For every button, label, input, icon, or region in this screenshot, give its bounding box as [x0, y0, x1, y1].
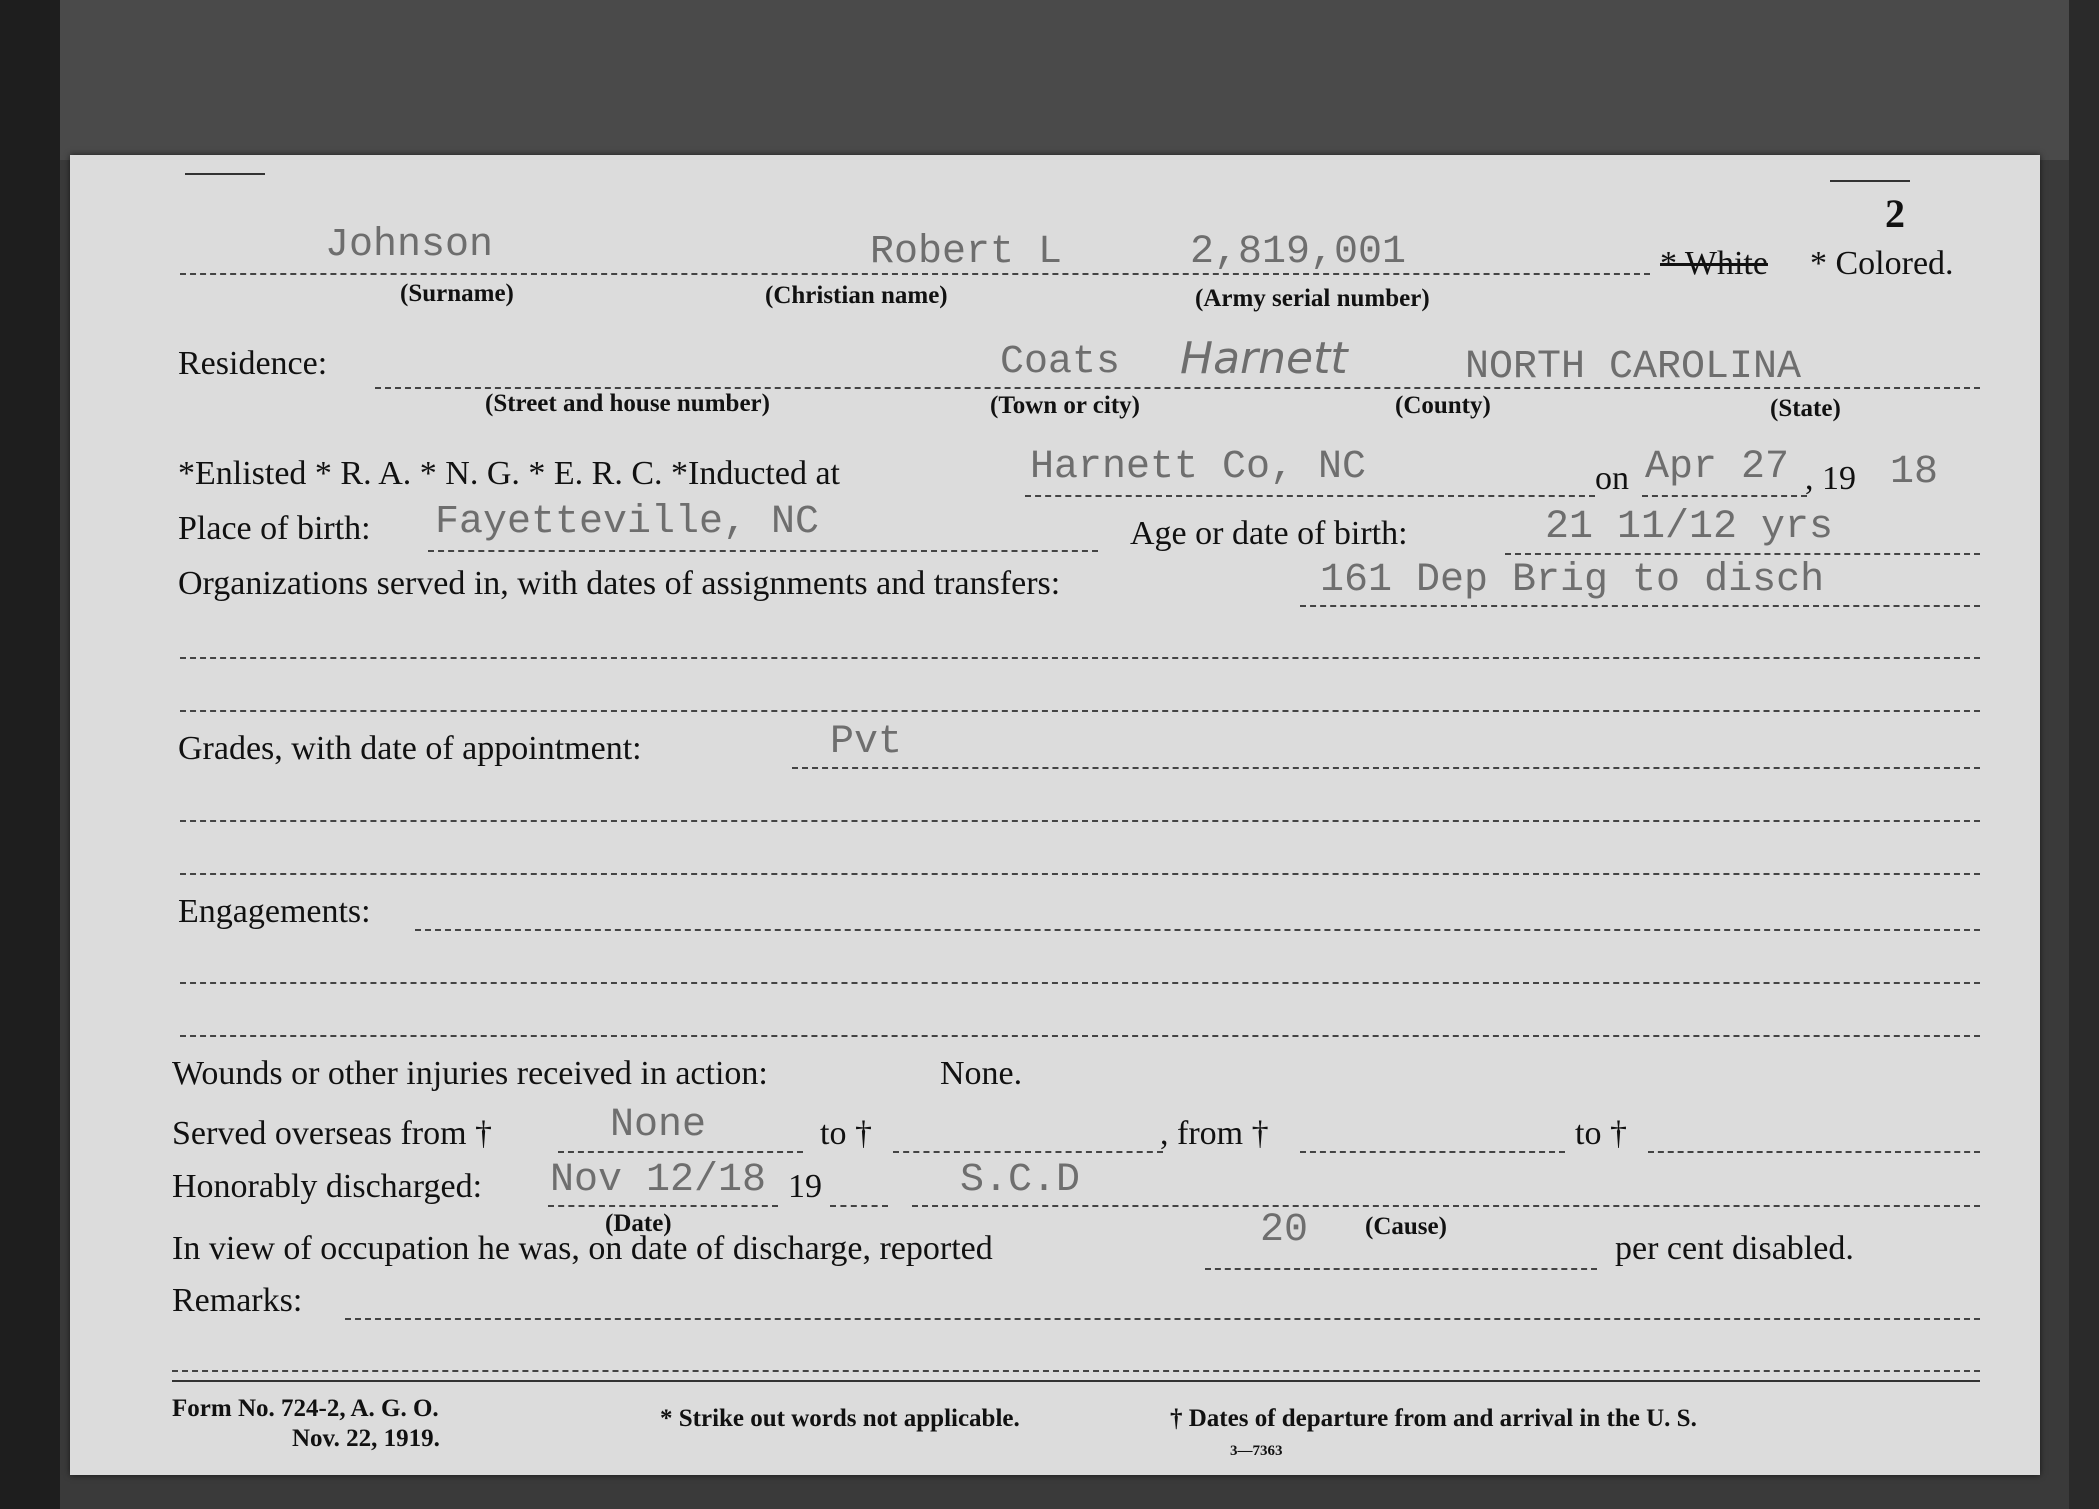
overseas-from-line-2 — [1300, 1151, 1565, 1153]
top-left-rule — [185, 173, 265, 175]
discharge-year-line — [830, 1205, 888, 1207]
dates-note: † Dates of departure from and arrival in the U. S. — [1170, 1405, 1697, 1432]
discharge-date-line — [548, 1205, 778, 1207]
county-caption: (County) — [1395, 392, 1491, 419]
remarks-label: Remarks: — [172, 1282, 303, 1319]
disability-label: In view of occupation he was, on date of discharge, reported — [172, 1230, 993, 1267]
disability-value: 20 — [1260, 1208, 1309, 1253]
engagements-line-2 — [180, 982, 1980, 984]
army-serial-value: 2,819,001 — [1190, 230, 1407, 275]
state-caption: (State) — [1770, 395, 1841, 422]
discharge-label: Honorably discharged: — [172, 1168, 483, 1205]
overseas-to-label-1: to † — [820, 1115, 872, 1152]
discharge-cause-line — [912, 1205, 1980, 1207]
enlisted-label: *Enlisted * R. A. * N. G. * E. R. C. *Inducted at — [178, 455, 841, 492]
age-line — [1505, 553, 1980, 555]
served-overseas-label: Served overseas from † — [172, 1115, 493, 1152]
discharge-date-value: Nov 12/18 — [550, 1158, 767, 1203]
discharge-cause-value: S.C.D — [960, 1158, 1081, 1203]
overseas-from-value: None — [610, 1103, 707, 1148]
enlistment-date-value: Apr 27 — [1645, 445, 1790, 490]
place-of-birth-value: Fayetteville, NC — [435, 500, 820, 545]
engagements-line-1 — [415, 929, 1980, 931]
remarks-line-2 — [172, 1370, 1980, 1372]
discharge-cause-caption: (Cause) — [1365, 1213, 1447, 1240]
disability-line — [1205, 1268, 1597, 1270]
inducted-at-line — [1025, 495, 1595, 497]
organizations-value: 161 Dep Brig to disch — [1320, 558, 1825, 603]
grades-value: Pvt — [830, 720, 903, 765]
age-label: Age or date of birth: — [1130, 515, 1408, 552]
christian-name-value: Robert L — [870, 230, 1063, 275]
organizations-line-1 — [1300, 605, 1980, 607]
overseas-from-label-2: , from † — [1160, 1115, 1269, 1152]
town-value: Coats — [1000, 340, 1121, 385]
enlistment-year-value: 18 — [1890, 450, 1939, 495]
printer-code: 3—7363 — [1230, 1443, 1283, 1459]
overseas-to-label-2: to † — [1575, 1115, 1627, 1152]
organizations-line-3 — [180, 710, 1980, 712]
overseas-to-line-2 — [1648, 1151, 1980, 1153]
state-value: NORTH CAROLINA — [1465, 345, 1802, 390]
scan-background-top — [0, 0, 2099, 160]
surname-caption: (Surname) — [400, 280, 514, 307]
enlistment-year-prefix: , 19 — [1805, 460, 1856, 497]
wounds-label: Wounds or other injuries received in action: — [172, 1055, 768, 1092]
residence-label: Residence: — [178, 345, 328, 382]
serial-caption: (Army serial number) — [1195, 285, 1430, 312]
top-right-rule — [1830, 180, 1910, 182]
organizations-line-2 — [180, 657, 1980, 659]
age-value: 21 11/12 yrs — [1545, 505, 1834, 550]
card-number: 2 — [1885, 191, 1905, 236]
enlistment-date-line — [1642, 495, 1807, 497]
street-caption: (Street and house number) — [485, 390, 770, 417]
grades-line-1 — [792, 767, 1980, 769]
organizations-label: Organizations served in, with dates of assignments and transfers: — [178, 565, 1061, 602]
scan-background-left — [0, 0, 60, 1509]
grades-label: Grades, with date of appointment: — [178, 730, 642, 767]
footer-rule — [172, 1380, 1980, 1382]
engagements-label: Engagements: — [178, 893, 371, 930]
strike-note: * Strike out words not applicable. — [660, 1405, 1020, 1432]
place-of-birth-label: Place of birth: — [178, 510, 371, 547]
on-label: on — [1595, 460, 1629, 497]
form-date: Nov. 22, 1919. — [292, 1425, 440, 1452]
grades-line-3 — [180, 873, 1980, 875]
town-caption: (Town or city) — [990, 392, 1140, 419]
county-value: Harnett — [1180, 333, 1348, 384]
grades-line-2 — [180, 820, 1980, 822]
remarks-line-1 — [345, 1318, 1980, 1320]
race-colored-option: * Colored. — [1810, 245, 1954, 282]
surname-value: Johnson — [325, 223, 494, 268]
inducted-at-value: Harnett Co, NC — [1030, 445, 1367, 490]
engagements-line-3 — [180, 1035, 1980, 1037]
form-number: Form No. 724-2, A. G. O. — [172, 1395, 439, 1422]
overseas-to-line-1 — [893, 1151, 1163, 1153]
race-white-option: * White — [1660, 245, 1768, 282]
discharge-year-suffix: 19 — [788, 1168, 822, 1205]
service-record-card — [70, 155, 2040, 1475]
overseas-from-line — [558, 1151, 803, 1153]
scan-background-right — [2069, 0, 2099, 1509]
christian-name-caption: (Christian name) — [765, 282, 948, 309]
discharge-date-caption: (Date) — [605, 1210, 672, 1237]
disability-suffix: per cent disabled. — [1615, 1230, 1854, 1267]
place-of-birth-line — [428, 550, 1098, 552]
wounds-value: None. — [940, 1055, 1023, 1092]
